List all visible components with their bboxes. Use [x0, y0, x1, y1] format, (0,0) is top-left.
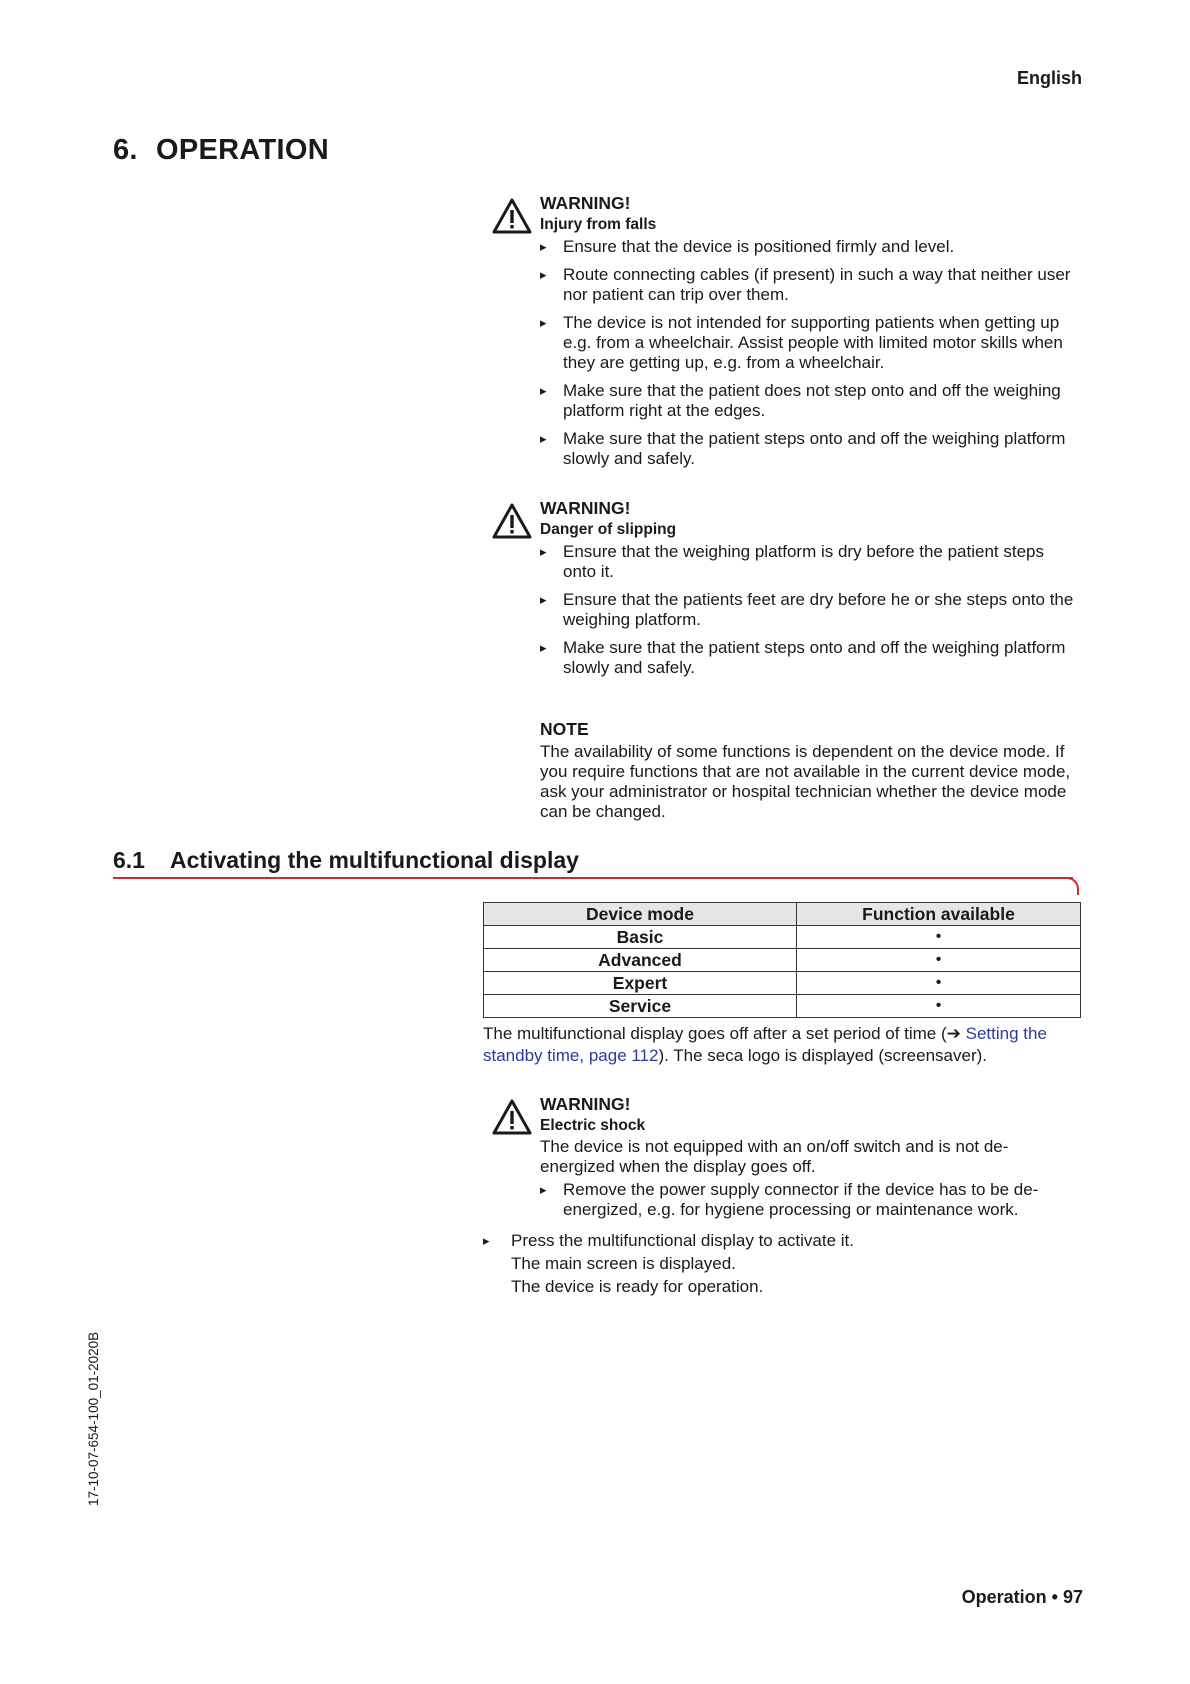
warning-falls	[540, 192, 1080, 469]
table-cell: •	[797, 972, 1081, 995]
chapter-title: OPERATION	[156, 134, 329, 166]
table-cell: Service	[484, 995, 797, 1018]
warning-subtitle: Electric shock	[540, 1117, 646, 1134]
table-row	[484, 995, 1081, 1018]
table-cell: Advanced	[484, 949, 797, 972]
table-header-cell: Function available	[797, 903, 1081, 926]
warning-shock	[540, 1093, 1080, 1220]
note-text: The availability of some functions is dependent on the device mode. If you require functions that are not available in the current device mode, ask your administrator or hospital technician whether the device mode can be changed.	[540, 742, 1071, 821]
list-item: ▸ Ensure that the patients feet are dry before he or she steps onto the weighing platform.	[540, 590, 1080, 630]
section-number: 6.1	[113, 847, 145, 873]
list-item: ▸ Remove the power supply connector if the device has to be de-energized, e.g. for hygiene processing or maintenance work.	[540, 1180, 1080, 1220]
footer-section: Operation	[961, 1587, 1047, 1607]
list-item: ▸ Ensure that the device is positioned firmly and level.	[540, 237, 1080, 257]
note-title: NOTE	[540, 719, 589, 739]
footer-separator: •	[1051, 1587, 1058, 1607]
paragraph-text: The multifunctional display goes off after a set period of time (	[483, 1024, 947, 1043]
warning-subtitle: Danger of slipping	[540, 521, 677, 538]
warning-triangle-icon	[492, 1099, 532, 1135]
list-item: ▸ Ensure that the weighing platform is dry before the patient steps onto it.	[540, 542, 1080, 582]
table-cell: Expert	[484, 972, 797, 995]
chapter-number: 6.	[113, 134, 138, 166]
step-arrow-icon: ▸	[483, 1233, 490, 1248]
section-heading	[113, 847, 579, 874]
table-header-row	[484, 903, 1081, 926]
warning-text: The device is not equipped with an on/off switch and is not de-energized when the display goes off.	[540, 1137, 1009, 1176]
step-result: The device is ready for operation.	[511, 1277, 764, 1296]
list-item: ▸ Route connecting cables (if present) in such a way that neither user nor patient can trip over them.	[540, 265, 1080, 305]
standby-paragraph	[483, 1023, 1083, 1067]
warning-list	[540, 1180, 1080, 1220]
warning-subtitle: Injury from falls	[540, 216, 657, 233]
table-row	[484, 972, 1081, 995]
standby-time-link[interactable]: Setting the standby time, page 112	[483, 1024, 1047, 1065]
list-item: ▸ The device is not intended for supporting patients when getting up e.g. from a wheelchair. Assist people with limited motor skills when they are getting up, e.g. from a wheelchair.	[540, 313, 1080, 373]
section-title: Activating the multifunctional display	[170, 847, 579, 873]
list-item: ▸ Make sure that the patient steps onto and off the weighing platform slowly and safely.	[540, 429, 1080, 469]
warning-slipping	[540, 497, 1080, 678]
reference-arrow-icon: ➔	[946, 1024, 966, 1043]
table-cell: •	[797, 926, 1081, 949]
chapter-heading	[113, 134, 329, 167]
table-row	[484, 926, 1081, 949]
step-result: The main screen is displayed.	[511, 1254, 736, 1273]
page-number: 97	[1062, 1587, 1083, 1607]
note-box	[540, 718, 1080, 822]
section-divider	[113, 877, 1073, 879]
warning-title: WARNING!	[540, 498, 631, 518]
warning-triangle-icon	[492, 198, 532, 234]
list-item: ▸ Make sure that the patient steps onto and off the weighing platform slowly and safely.	[540, 638, 1080, 678]
action-step	[483, 1229, 1083, 1298]
section-divider-hook	[1063, 877, 1079, 895]
table-cell: •	[797, 949, 1081, 972]
table-cell: •	[797, 995, 1081, 1018]
warning-list	[540, 237, 1080, 469]
page-footer	[962, 1587, 1083, 1608]
warning-title: WARNING!	[540, 193, 631, 213]
list-item: ▸ Make sure that the patient does not step onto and off the weighing platform right at the edges.	[540, 381, 1080, 421]
language-label: English	[1016, 68, 1082, 88]
paragraph-text: ). The seca logo is displayed (screensaver).	[658, 1046, 987, 1065]
table-cell: Basic	[484, 926, 797, 949]
warning-list	[540, 542, 1080, 678]
warning-triangle-icon	[492, 503, 532, 539]
table-row	[484, 949, 1081, 972]
step-instruction: Press the multifunctional display to activate it.	[511, 1231, 854, 1250]
table-header-cell: Device mode	[484, 903, 797, 926]
device-mode-table	[483, 902, 1081, 1018]
document-id: 17-10-07-654-100_01-2020B	[86, 1331, 101, 1506]
warning-title: WARNING!	[540, 1094, 631, 1114]
